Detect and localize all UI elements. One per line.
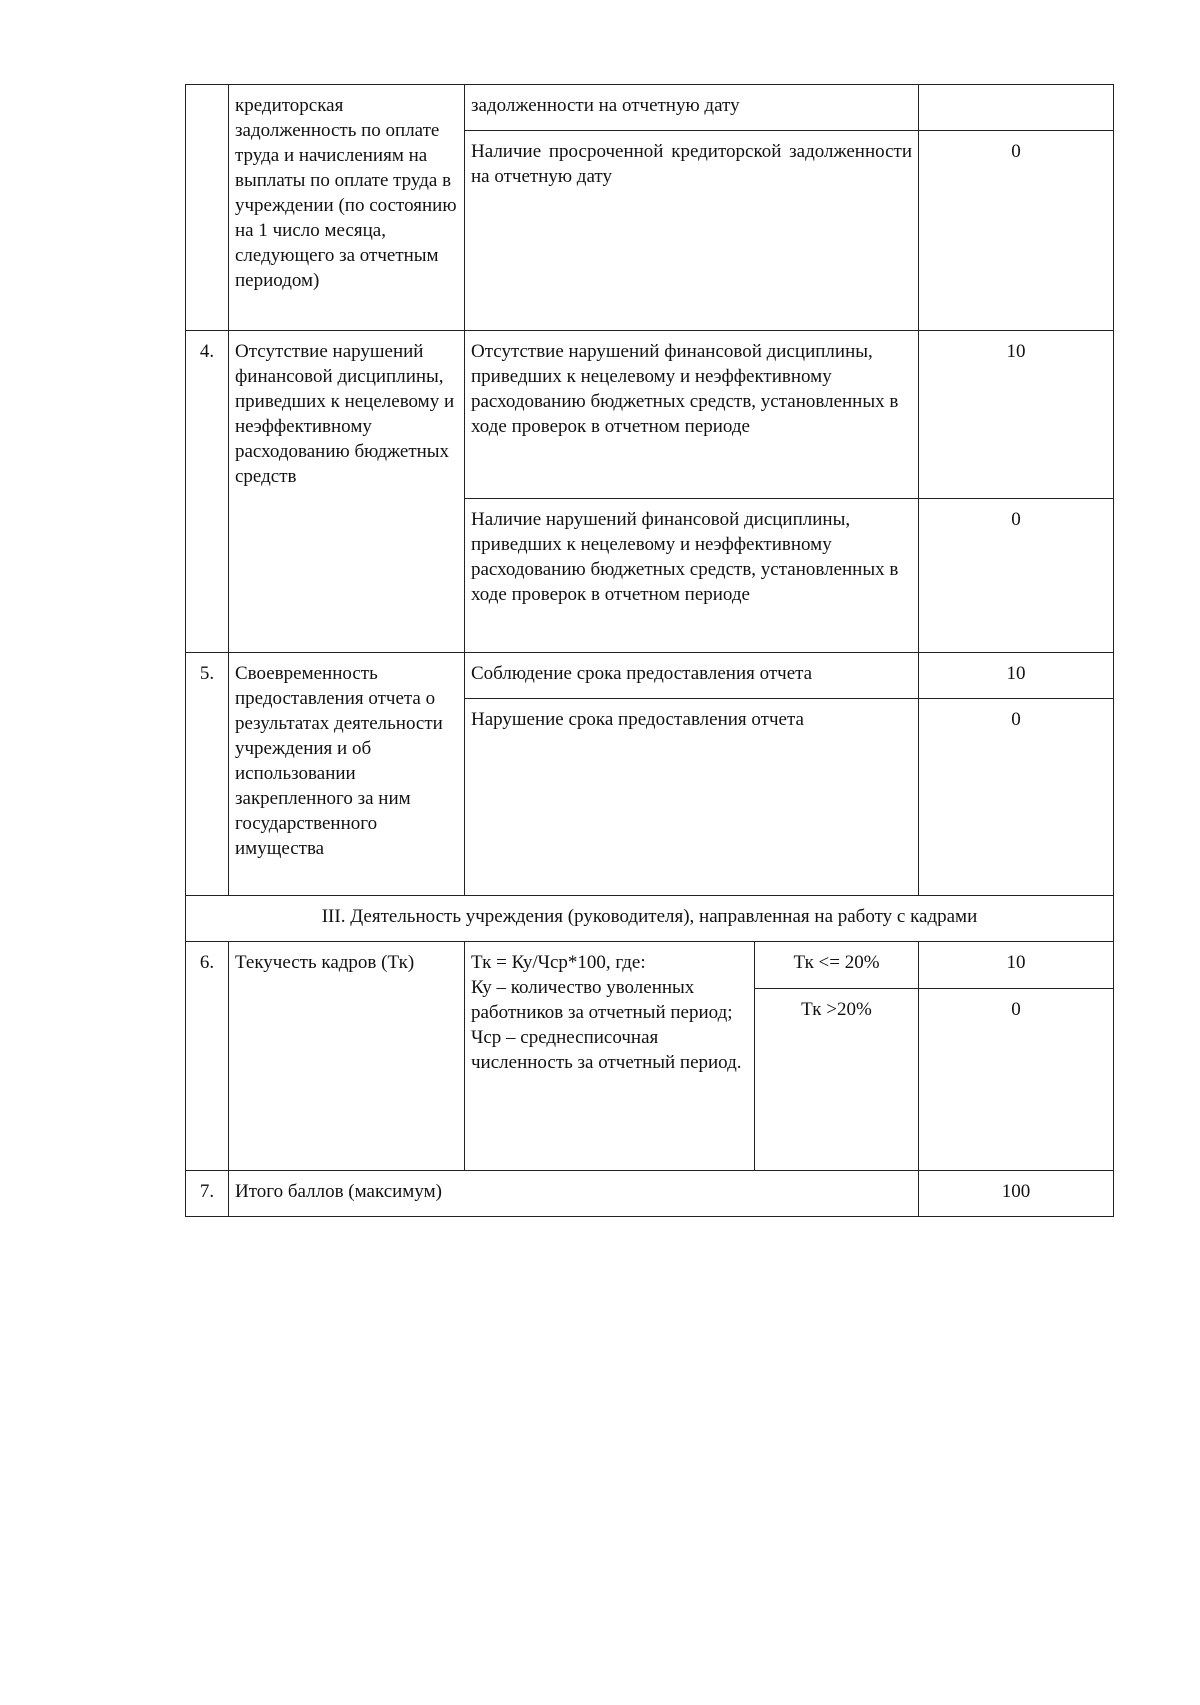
formula-line: Чср – среднесписочная численность за отчетный период.: [471, 1027, 742, 1073]
total-score-cell: 100: [919, 1171, 1114, 1217]
table-row: [186, 896, 1114, 942]
criterion-cell: Своевременность предоставления отчета о результатах деятельности учреждения и об использовании закрепленного за ним государственного имущества: [229, 653, 465, 896]
indicator-cell: Наличие нарушений финансовой дисциплины, приведших к нецелевому и неэффективному расходованию бюджетных средств, установленных в ходе проверок в отчетном периоде: [465, 499, 919, 653]
table-row: [186, 653, 1114, 699]
formula-cell: [465, 942, 755, 1171]
score-cell: 0: [919, 989, 1114, 1171]
table-row: [186, 331, 1114, 499]
indicator-cell: Отсутствие нарушений финансовой дисциплины, приведших к нецелевому и неэффективному расходованию бюджетных средств, установленных в ходе проверок в отчетном периоде: [465, 331, 919, 499]
row-number-cell: 5.: [186, 653, 229, 896]
indicator-cell: Наличие просроченной кредиторской задолженности на отчетную дату: [465, 131, 919, 331]
formula-line: Ку – количество уволенных работников за отчетный период;: [471, 977, 733, 1023]
row-number-cell: 7.: [186, 1171, 229, 1217]
score-cell: 10: [919, 653, 1114, 699]
indicator-cell: задолженности на отчетную дату: [465, 85, 919, 131]
criterion-cell: Текучесть кадров (Тк): [229, 942, 465, 1171]
row-number-cell: 6.: [186, 942, 229, 1171]
table-row: [186, 85, 1114, 131]
criterion-cell: Отсутствие нарушений финансовой дисциплины, приведших к нецелевому и неэффективному расходованию бюджетных средств: [229, 331, 465, 653]
section-heading: III. Деятельность учреждения (руководителя), направленная на работу с кадрами: [186, 896, 1114, 942]
score-cell: 0: [919, 131, 1114, 331]
criterion-cell: кредиторская задолженность по оплате труда и начислениям на выплаты по оплате труда в учреждении (по состоянию на 1 число месяца, следующего за отчетным периодом): [229, 85, 465, 331]
formula-line: Тк = Ку/Чср*100, где:: [471, 952, 646, 973]
criteria-table: [185, 84, 1114, 1217]
table-row: [186, 942, 1114, 989]
row-number-cell: [186, 85, 229, 331]
table-row: [186, 1171, 1114, 1217]
total-label-cell: Итого баллов (максимум): [229, 1171, 919, 1217]
score-cell: [919, 85, 1114, 131]
condition-cell: Тк >20%: [755, 989, 919, 1171]
condition-cell: Тк <= 20%: [755, 942, 919, 989]
score-cell: 0: [919, 699, 1114, 896]
indicator-cell: Нарушение срока предоставления отчета: [465, 699, 919, 896]
score-cell: 10: [919, 942, 1114, 989]
indicator-cell: Соблюдение срока предоставления отчета: [465, 653, 919, 699]
score-cell: 10: [919, 331, 1114, 499]
score-cell: 0: [919, 499, 1114, 653]
row-number-cell: 4.: [186, 331, 229, 653]
